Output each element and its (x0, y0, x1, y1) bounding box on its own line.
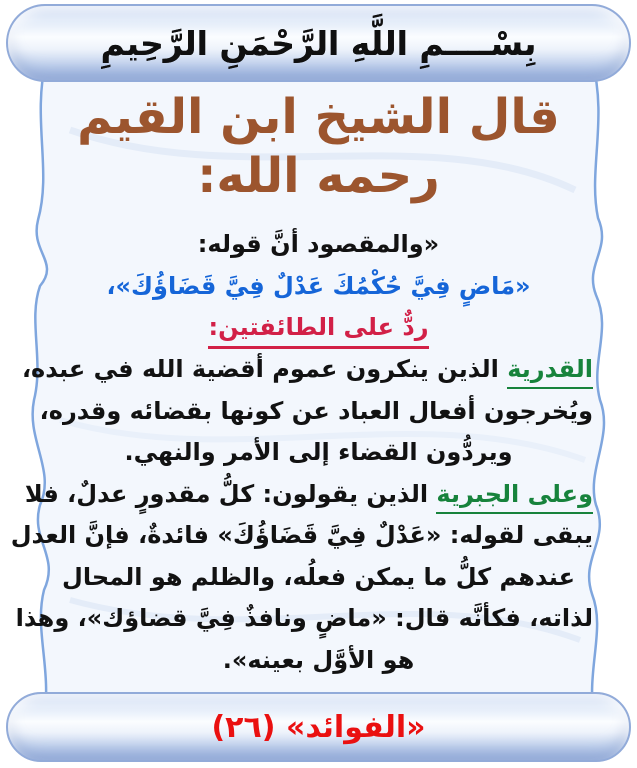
source-citation: «الفوائد» (٢٦) (211, 709, 426, 745)
quote-line-8: يبقى لقوله: «عَدْلٌ فِيَّ قَضَاؤُكَ» فائدةٌ، فإنَّ العدل (10, 521, 593, 549)
refutation-heading: ردٌّ على الطائفتين: (208, 310, 428, 349)
quote-body (10, 224, 593, 681)
quote-line-11: هو الأوَّل بعينه». (222, 645, 415, 674)
qadariyya-line-rest: الذين ينكرون عموم أقضية الله في عبده، (21, 355, 508, 383)
quote-content (10, 88, 593, 681)
jabriyya-term: وعلى الجبرية (436, 477, 593, 514)
bottom-scroll-handle (6, 692, 631, 762)
jabriyya-line (24, 474, 593, 516)
title-line-2: رحمه الله: (197, 148, 440, 204)
qadariyya-term: القدرية (507, 352, 593, 389)
jabriyya-line-rest: الذين يقولون: كلُّ مقدورٍ عدلٌ، فلا (24, 479, 437, 508)
top-scroll-handle (6, 4, 631, 82)
qadariyya-line (21, 349, 593, 391)
refutation-heading-line (44, 307, 593, 349)
title-line-1: قال الشيخ ابن القيم (77, 89, 560, 145)
quote-line-6: ويردُّون القضاء إلى الأمر والنهي. (124, 438, 513, 466)
quote-line-10: لذاته، فكأنَّه قال: «ماضٍ ونافذٌ فِيَّ قضاؤك»، وهذا (15, 604, 593, 632)
basmala-text: بِسْــــمِ اللَّهِ الرَّحْمَنِ الرَّحِيمِ (100, 23, 537, 63)
dua-quote-line: «مَاضٍ فِيَّ حُكْمُكَ عَدْلٌ فِيَّ قَضَاؤُكَ»، (106, 271, 531, 300)
quote-line-5: ويُخرجون أفعال العباد عن كونها بقضائه وقدره، (39, 396, 593, 425)
quote-line-9: عندهم كلُّ ما يمكن فعلُه، والظلم هو المحال (62, 562, 575, 591)
page-title (44, 88, 593, 206)
quote-intro-line: «والمقصود أنَّ قوله: (197, 230, 440, 258)
